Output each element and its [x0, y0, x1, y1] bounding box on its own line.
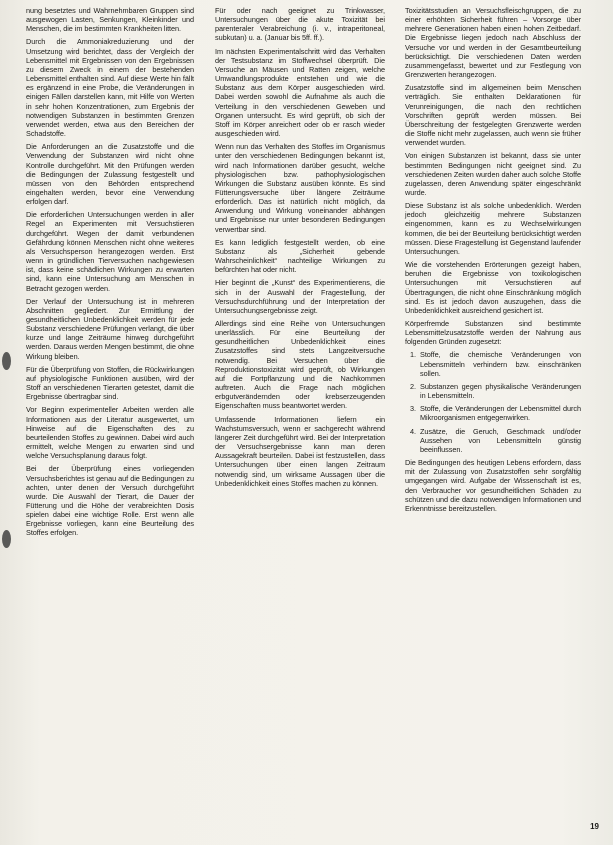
- paragraph: Die erforderlichen Untersuchungen werden in aller Regel an Experimenten mit Versuchstieren durchgeführt. Wegen der damit verbundenen Gefährdung können Menschen nicht ohne weiteres als Versuchsperson herangezogen werden. Erst wenn in gründlichen Tierversuchen nachgewiesen ist, dass keine schädlichen Wirkungen zu erwarten sind, kann eine Untersuchung am Menschen in Betracht gezogen werden.: [26, 210, 194, 293]
- page-number: 19: [590, 822, 599, 831]
- paragraph: Hier beginnt die „Kunst“ des Experimentierens, die sich in der Auswahl der Fragestellung, der Versuchsdurchführung und der Interpretation der Untersuchungsergebnisse zeigt.: [215, 278, 385, 315]
- paragraph: Diese Substanz ist als solche unbedenklich. Werden jedoch gleichzeitig mehrere Substanzen eingenommen, kann es zu Wechselwirkungen kommen, die bei der Beurteilung berücksichtigt werden müssen. Diese Fragestellung ist Gegenstand laufender Untersuchungen.: [405, 201, 581, 256]
- paragraph: Wenn nun das Verhalten des Stoffes im Organismus unter den verschiedenen Bedingungen bekannt ist, wird nach Informationen darüber gesucht, welche physiologischen bzw. pathophysiologischen Wirkungen die Substanz ausüben könnte. Es sind Fütterungsversuche über längere Zeiträume erforderlich. Das ist natürlich nicht möglich, da Anwendung und Wirkung voneinander abhängen und Ergebnisse nur unter besonderen Bedingungen verwertbar sind.: [215, 142, 385, 234]
- paragraph: Es kann lediglich festgestellt werden, ob eine Substanz als „Sicherheit gebende Wahrscheinlichkeit“ nachteilige Wirkungen zu befürchten hat oder nicht.: [215, 237, 385, 275]
- numbered-list: [405, 350, 581, 454]
- paragraph: Die Anforderungen an die Zusatzstoffe und die Verwendung der Substanzen wird nicht ohne Kontrolle durchgeführt. Mit den Prüfungen werden die Bedingungen der Zulassung festgestellt und müssen von den Behörden entsprechend eingehalten werden, bevor eine Verwendung erfolgen darf.: [26, 142, 194, 207]
- paragraph: Umfassende Informationen liefern ein Wachstumsversuch, wenn er sachgerecht während längerer Zeit durchgeführt wird. Bei der Interpretation der Versuchsergebnisse kann man deren Aussagekraft beurteilen. Dabei ist festzustellen, dass Untersuchungen über einen langen Zeitraum notwendig sind, um wirksame Aussagen über die Unbedenklichkeit eines Stoffes machen zu können.: [215, 414, 385, 488]
- paragraph: Im nächsten Experimentalschritt wird das Verhalten der Testsubstanz im Stoffwechsel überprüft. Die Versuche an Mäusen und Ratten zeigen, welche Umwandlungsprodukte entstehen und wie die Substanz aus dem Körper ausgeschieden wird. Dabei werden sowohl die Aufnahme als auch die Verteilung in den verschiedenen Geweben und Organen untersucht. Es wird geprüft, ob sich der Stoff im Körper anreichert oder ob er rasch wieder ausgeschieden wird.: [215, 46, 385, 139]
- list-item: 4. Zusätze, die Geruch, Geschmack und/oder Aussehen von Lebensmitteln günstig beeinflussen.: [418, 427, 581, 454]
- paragraph: Zusatzstoffe sind im allgemeinen beim Menschen verträglich. Sie enthalten Deklarationen für Verunreinigungen, die nach den rechtlichen Vorschriften geprüft werden müssen. Bei Überschreitung der festgelegten Grenzwerte werden die Stoffe nicht mehr zugelassen, auch wenn sie früher verwendet wurden.: [405, 83, 581, 148]
- paragraph: nung besetztes und Wahrnehmbaren Gruppen sind ausgewogen Lasten, Senkungen, Kleinkinder und Menschen, die im bestimmten Krankheiten litten.: [26, 6, 194, 34]
- paragraph: Wie die vorstehenden Erörterungen gezeigt haben, beruhen die Ergebnisse von toxikologischen Untersuchungen mit Versuchstieren auf Übertragungen, die nicht ohne Einschränkung möglich sind. Es ist jedoch davon auszugehen, dass die Unbedenklichkeit ausreichend gesichert ist.: [405, 260, 581, 315]
- paragraph: Durch die Ammoniakreduzierung und der Umsetzung wird berichtet, dass der Vergleich der Lebensmittel mit Ergebnissen von den Ergebnissen zu diesem Zweck in einem der bestehenden Lebensmittel enthalten sind. Auf diese Werte hin fällt es ergänzend in eine Probe, die Veränderungen in einigen Fällen darstellen kann, mit Hilfe von Werten in sehr hohen Konzentrationen, zum Ergebnis der notwendigen Substanzen in bestimmten Grenzen verwendet werden, etwa aus den Bereichen der Schadstoffe.: [26, 37, 194, 139]
- paragraph: Für oder nach geeignet zu Trinkwasser, Untersuchungen über die akute Toxizität bei parenteraler Verabreichung (i. v., intraperitoneal, subkutan) u. a. (Januar bis 5ff. ff.).: [215, 6, 385, 43]
- text-column-left: [26, 6, 194, 542]
- list-item: 2. Substanzen gegen physikalische Veränderungen in Lebensmitteln.: [418, 382, 581, 400]
- paragraph: Körperfremde Substanzen sind bestimmte Lebensmittelzusatzstoffe werden der Nahrung aus folgenden Gründen zugesetzt:: [405, 319, 581, 347]
- list-item: 1. Stoffe, die chemische Veränderungen von Lebensmitteln verhindern bzw. einschränken sollen.: [418, 350, 581, 377]
- paragraph: Von einigen Substanzen ist bekannt, dass sie unter bestimmten Bedingungen nicht geeignet sind. Zu verschiedenen Zeiten wurden daher auch solche Stoffe zugelassen, deren Anwendung später eingeschränkt wurde.: [405, 151, 581, 197]
- paragraph: Die Bedingungen des heutigen Lebens erfordern, dass mit der Zulassung von Zusatzstoffen sehr sorgfältig umgegangen wird. Aufgabe der Wissenschaft ist es, den Verbraucher vor gesundheitlichen Schäden zu schützen und die dazu notwendigen Informationen und Erkenntnisse bereitzustellen.: [405, 458, 581, 513]
- text-column-right: [405, 6, 581, 517]
- paragraph: Vor Beginn experimenteller Arbeiten werden alle Informationen aus der Literatur ausgewertet, um Hinweise auf die Eigenschaften des zu beurteilenden Stoffes zu gewinnen. Dabei wird auch ermittelt, welche Mengen zu erwarten sind und welche Versuchsplanung daraus folgt.: [26, 405, 194, 461]
- paragraph: Der Verlauf der Untersuchung ist in mehreren Abschnitten gegliedert. Zur Ermittlung der gesundheitlichen Unbedenklichkeit werden für jede Substanz verschiedene Prüfungen verlangt, die über kurze und lange Zeiträume hinweg durchgeführt werden. Daraus werden Mengen bestimmt, die ohne Wirkung bleiben.: [26, 296, 194, 361]
- paragraph: Bei der Überprüfung eines vorliegenden Versuchsberichtes ist genau auf die Bedingungen zu achten, unter denen der Versuch durchgeführt wurde. Die Auswahl der Tierart, die Dauer der Fütterung und die Höhe der verabreichten Dosis spielen dabei eine wichtige Rolle. Erst wenn alle Ergebnisse vorliegen, kann eine Beurteilung des Stoffes erfolgen.: [26, 464, 194, 538]
- paragraph: Toxizitätsstudien an Versuchsfleischgruppen, die zu einer erhöhten Sicherheit führen – Vorsorge über mehrere Generationen haben einen hohen Zeitbedarf. Die Ergebnisse liegen jedoch nach Abschluss der Versuche vor und werden in der Gesamtbeurteilung berücksichtigt. Die verschiedenen Daten werden zusammengefasst, bewertet und zur Festlegung von Grenzwerten herangezogen.: [405, 6, 581, 80]
- binder-hole-mark: [2, 530, 11, 548]
- text-column-middle: [215, 6, 385, 492]
- paragraph: Allerdings sind eine Reihe von Untersuchungen unerlässlich. Für eine Beurteilung der gesundheitlichen Unbedenklichkeit eines Zusatzstoffes sind stets Langzeitversuche notwendig. Bei Versuchen über die Reproduktionstoxizität wird geprüft, ob Wirkungen auf die Fortpflanzung und die Nachkommen auftreten. Auch die Frage nach möglichen erbgutverändernden oder krebserzeugenden Eigenschaften muss beantwortet werden.: [215, 319, 385, 411]
- paragraph: Für die Überprüfung von Stoffen, die Rückwirkungen auf physiologische Funktionen ausüben, wird der Stoff an verschiedenen Tierarten getestet, damit die Ergebnisse übertragbar sind.: [26, 364, 194, 402]
- list-item: 3. Stoffe, die Veränderungen der Lebensmittel durch Mikroorganismen entgegenwirken.: [418, 404, 581, 422]
- binder-hole-mark: [2, 352, 11, 370]
